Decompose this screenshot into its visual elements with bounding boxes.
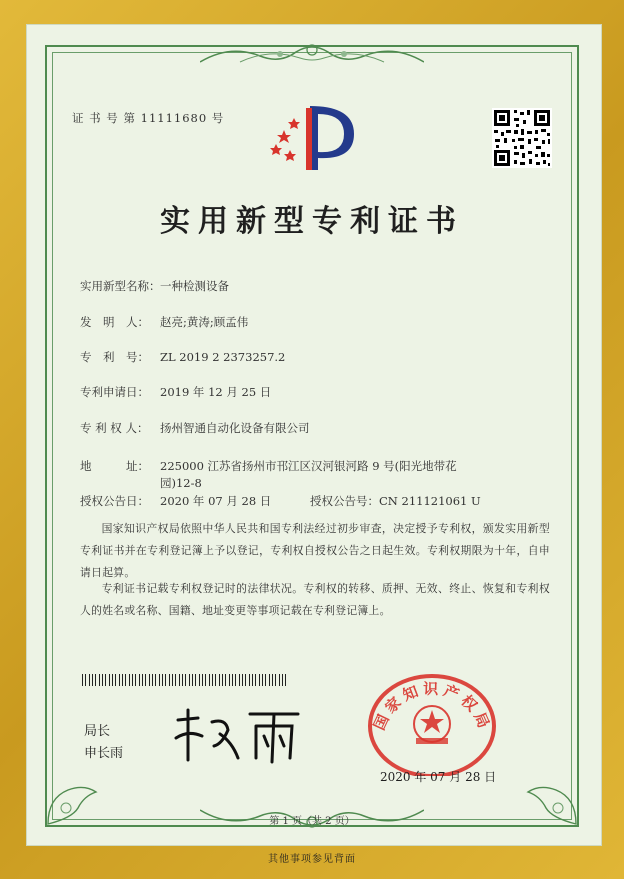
director-name: 申长雨 <box>84 746 124 761</box>
certificate-number: 证 书 号 第 11111680 号 <box>72 111 225 125</box>
official-seal <box>362 664 502 776</box>
director-title: 局长 <box>84 724 111 739</box>
grant-number-value: CN 211121061 U <box>379 494 481 508</box>
seal-date: 2020 年 07 月 28 日 <box>380 770 497 784</box>
footer-note: 其他事项参见背面 <box>268 854 356 865</box>
field-address <box>80 458 520 494</box>
director-signature <box>168 700 308 770</box>
grant-date-value: 2020 年 07 月 28 日 <box>160 494 272 508</box>
inventor-label: 发 明 人： <box>80 315 149 329</box>
certificate-title: 实用新型专利证书 <box>160 204 464 239</box>
grant-date-label: 授权公告日： <box>80 494 149 508</box>
patentee-label: 专 利 权 人： <box>80 421 149 435</box>
field-grant-date <box>80 493 481 509</box>
address-label: 地 址： <box>80 459 149 473</box>
paragraph-legal-status: 专利证书记载专利权登记时的法律状况。专利权的转移、质押、无效、终止、恢复和专利权人的姓名或名称、国籍、地址变更等事项记载在专利登记簿上。 <box>80 582 550 617</box>
top-ornament <box>200 40 424 70</box>
filing-date-label: 专利申请日： <box>80 385 149 399</box>
field-patentee <box>80 420 310 436</box>
field-utility-model-name <box>80 278 229 294</box>
grant-number-label: 授权公告号： <box>310 494 379 508</box>
name-label: 实用新型名称： <box>80 279 161 293</box>
field-inventor <box>80 314 248 330</box>
patent-number-value: ZL 2019 2 2373257.2 <box>160 350 286 364</box>
inventor-value: 赵亮;黄涛;顾孟伟 <box>160 315 249 329</box>
field-patent-number <box>80 349 285 365</box>
cnipa-logo <box>266 100 358 174</box>
patent-number-label: 专 利 号： <box>80 350 149 364</box>
filing-date-value: 2019 年 12 月 25 日 <box>160 385 272 399</box>
address-value: 225000 江苏省扬州市邗江区汉河银河路 9 号(阳光地带花园)12-8 <box>160 459 457 490</box>
paragraph-grant-statement: 国家知识产权局依照中华人民共和国专利法经过初步审查，决定授予专利权，颁发实用新型专利证书并在专利登记簿上予以登记，专利权自授权公告之日起生效。专利权期限为十年，自申请日起算。 <box>80 522 550 579</box>
name-value: 一种检测设备 <box>160 279 229 293</box>
seal-text: 国家知识产权局 <box>370 679 495 735</box>
qr-code <box>492 108 552 168</box>
page-number: 第 1 页（共 2 页） <box>269 816 355 827</box>
field-filing-date <box>80 384 271 400</box>
patentee-value: 扬州智通自动化设备有限公司 <box>160 421 310 435</box>
barcode <box>82 674 288 686</box>
